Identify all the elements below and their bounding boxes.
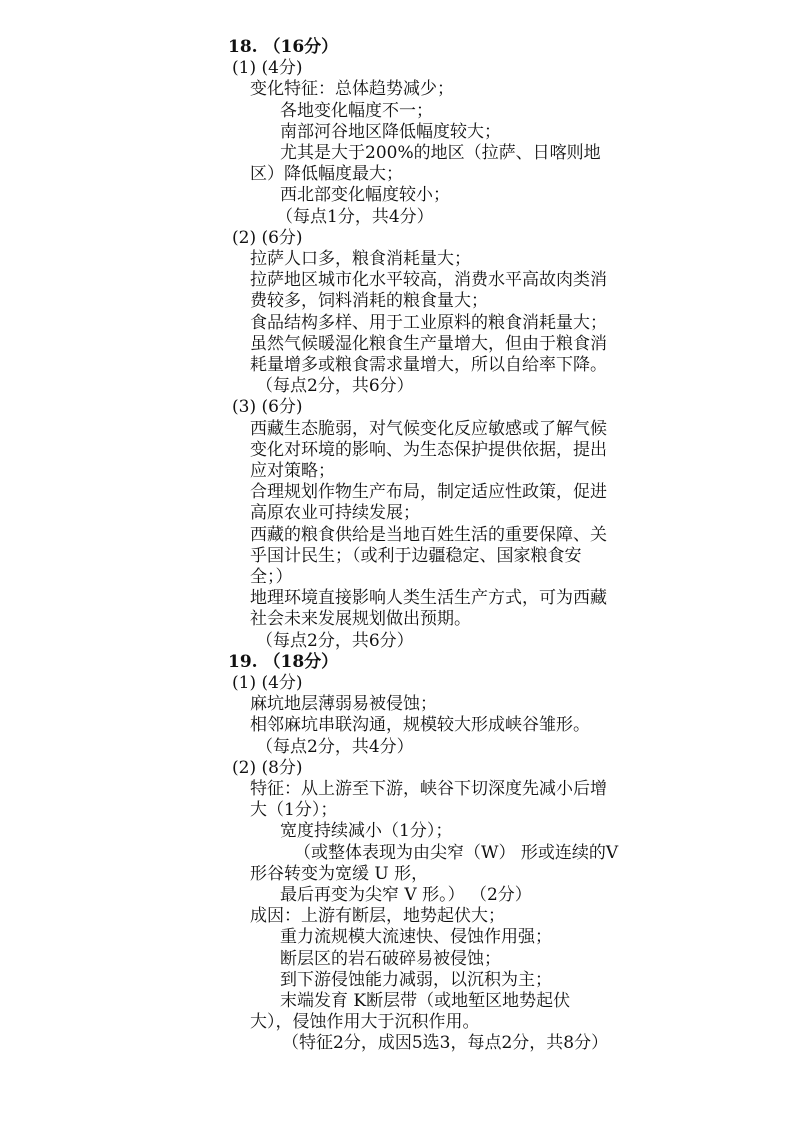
answer-line: 成因：上游有断层，地势起伏大；	[250, 906, 505, 927]
answer-line: 末端发育 K断层带（或地堑区地势起伏	[280, 991, 571, 1011]
q19-part2-heading: (2) (8分)	[232, 757, 303, 778]
answer-line: 变化对环境的影响、为生态保护提供依据，提出	[250, 439, 607, 460]
q18-part1-heading: (1) (4分)	[232, 58, 303, 79]
answer-line: 宽度持续减小（1分）；	[280, 821, 453, 842]
answer-line: 最后再变为尖窄 V 形。） （2分）	[280, 885, 532, 905]
answer-line: 西北部变化幅度较小；	[280, 185, 450, 206]
answer-line: 相邻麻坑串联沟通，规模较大形成峡谷雏形。	[250, 715, 590, 736]
answer-line: 西藏生态脆弱，对气候变化反应敏感或了解气候	[250, 418, 607, 439]
scoring-note: （每点2分，共4分）	[256, 736, 414, 757]
answer-line: 虽然气候暖湿化粮食生产量增大，但由于粮食消	[250, 333, 607, 354]
answer-line: 到下游侵蚀能力减弱，以沉积为主；	[280, 969, 552, 990]
scoring-note: （特征2分，成因5选3，每点2分，共8分）	[282, 1033, 609, 1054]
answer-line: 南部河谷地区降低幅度较大；	[280, 121, 501, 142]
answer-line: 断层区的岩石破碎易被侵蚀；	[280, 948, 501, 969]
answer-line: 拉萨地区城市化水平较高，消费水平高故肉类消	[250, 270, 607, 291]
answer-line: 地理环境直接影响人类生活生产方式，可为西藏	[250, 588, 607, 609]
answer-line: 各地变化幅度不一；	[280, 100, 433, 121]
answer-line: 西藏的粮食供给是当地百姓生活的重要保障、关	[250, 524, 607, 545]
answer-line: 耗量增多或粮食需求量增大，所以自给率下降。	[250, 355, 607, 375]
answer-line: 区）降低幅度最大；	[250, 164, 403, 185]
answer-line: 形谷转变为宽缓 U 形，	[250, 863, 429, 884]
answer-line: 食品结构多样、用于工业原料的粮食消耗量大；	[250, 312, 607, 333]
answer-line: 变化特征：总体趋势减少；	[250, 79, 454, 100]
answer-line: 费较多，饲料消耗的粮食量大；	[250, 291, 488, 312]
answer-line: 高原农业可持续发展；	[250, 503, 420, 524]
scoring-note: （每点2分，共6分）	[256, 630, 414, 651]
q19-heading: 19. （18分）	[228, 651, 339, 672]
answer-line: 合理规划作物生产布局，制定适应性政策，促进	[250, 482, 607, 503]
answer-line: 麻坑地层薄弱易被侵蚀；	[250, 694, 437, 715]
answer-line: 大（1分）；	[250, 800, 338, 821]
scoring-note: （每点2分，共6分）	[256, 376, 414, 397]
answer-line: 大），侵蚀作用大于沉积作用。	[250, 1012, 480, 1033]
answer-line: 尤其是大于200%的地区（拉萨、日喀则地	[280, 143, 601, 163]
q18-part2-heading: (2) (6分)	[232, 227, 303, 248]
q19-part1-heading: (1) (4分)	[232, 673, 303, 693]
answer-line: 全；）	[250, 567, 293, 587]
answer-line: 特征：从上游至下游，峡谷下切深度先减小后增	[250, 779, 607, 799]
q18-part3-heading: (3) (6分)	[232, 397, 303, 418]
answer-line: 乎国计民生；（或利于边疆稳定、国家粮食安	[250, 545, 582, 566]
answer-line: （或整体表现为由尖窄（W） 形或连续的V	[294, 842, 619, 863]
scoring-note: （每点1分，共4分）	[276, 206, 434, 227]
answer-line: 重力流规模大流速快、侵蚀作用强；	[280, 927, 552, 948]
q18-heading: 18. （16分）	[228, 37, 339, 57]
answer-line: 应对策略；	[250, 461, 335, 481]
answer-line: 社会未来发展规划做出预期。	[250, 609, 471, 630]
answer-line: 拉萨人口多，粮食消耗量大；	[250, 249, 471, 269]
